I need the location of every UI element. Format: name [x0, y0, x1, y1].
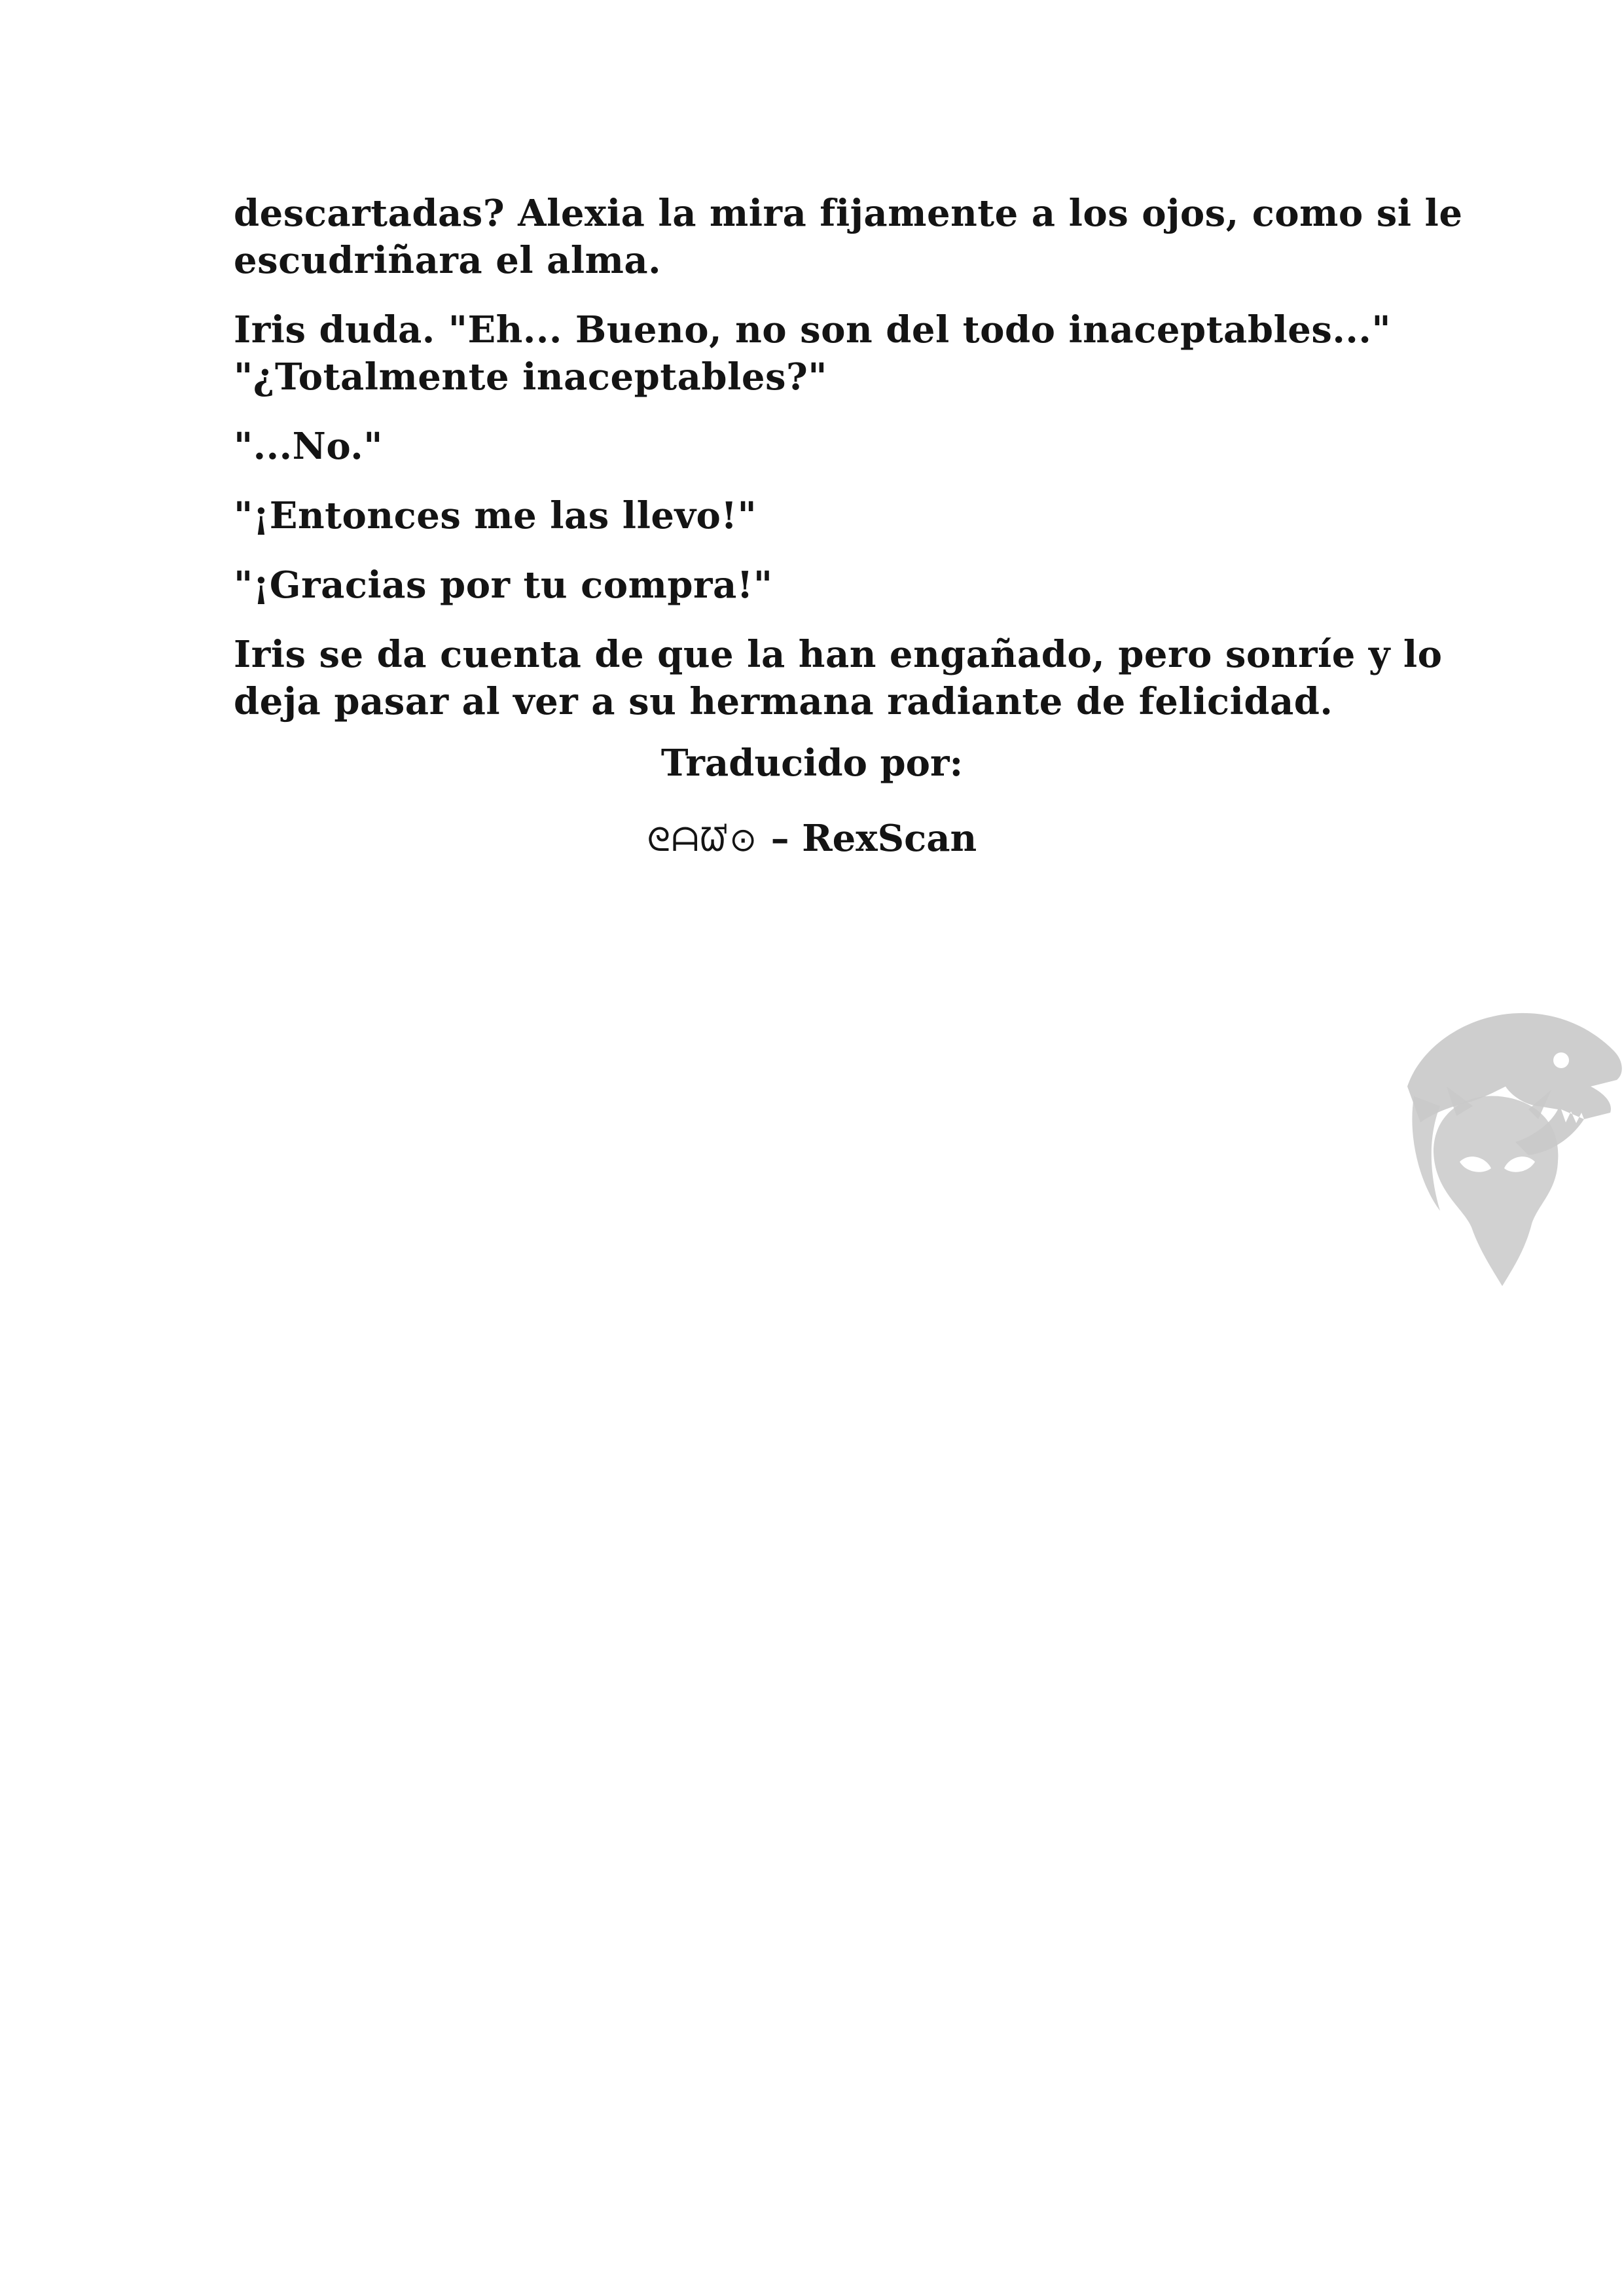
- paragraph: [234, 306, 1412, 401]
- text-line: "¡Gracias por tu compra!": [234, 564, 773, 607]
- translator-name: ᘓᗩᘺ⊙: [647, 821, 759, 859]
- text-line: Iris duda. "Eh... Bueno, no son del todo inaceptables...": [234, 308, 1392, 351]
- paragraph: [234, 423, 1412, 470]
- credits-line: [0, 815, 1624, 863]
- text-line: Iris se da cuenta de que la han engañado, pero sonríe y lo: [234, 633, 1443, 676]
- text-line: "...No.": [234, 425, 383, 468]
- text-line: deja pasar al ver a su hermana radiante de felicidad.: [234, 680, 1333, 723]
- paragraph: [234, 631, 1443, 725]
- text-line: escudriñara el alma.: [234, 239, 662, 282]
- text-line: descartadas? Alexia la mira fijamente a los ojos, como si le: [234, 192, 1463, 235]
- paragraph: [234, 562, 1412, 609]
- group-name: RexScan: [802, 817, 977, 860]
- credits-label: Traducido por:: [660, 742, 964, 785]
- paragraph: [234, 492, 1412, 539]
- text-line: "¿Totalmente inaceptables?": [234, 355, 827, 399]
- paragraph: [234, 190, 1463, 284]
- body-text: [234, 190, 1463, 747]
- credits-separator: –: [770, 817, 789, 860]
- text-line: "¡Entonces me las llevo!": [234, 494, 757, 537]
- rexscan-dinosaur-skull-logo-icon: [1394, 988, 1624, 1302]
